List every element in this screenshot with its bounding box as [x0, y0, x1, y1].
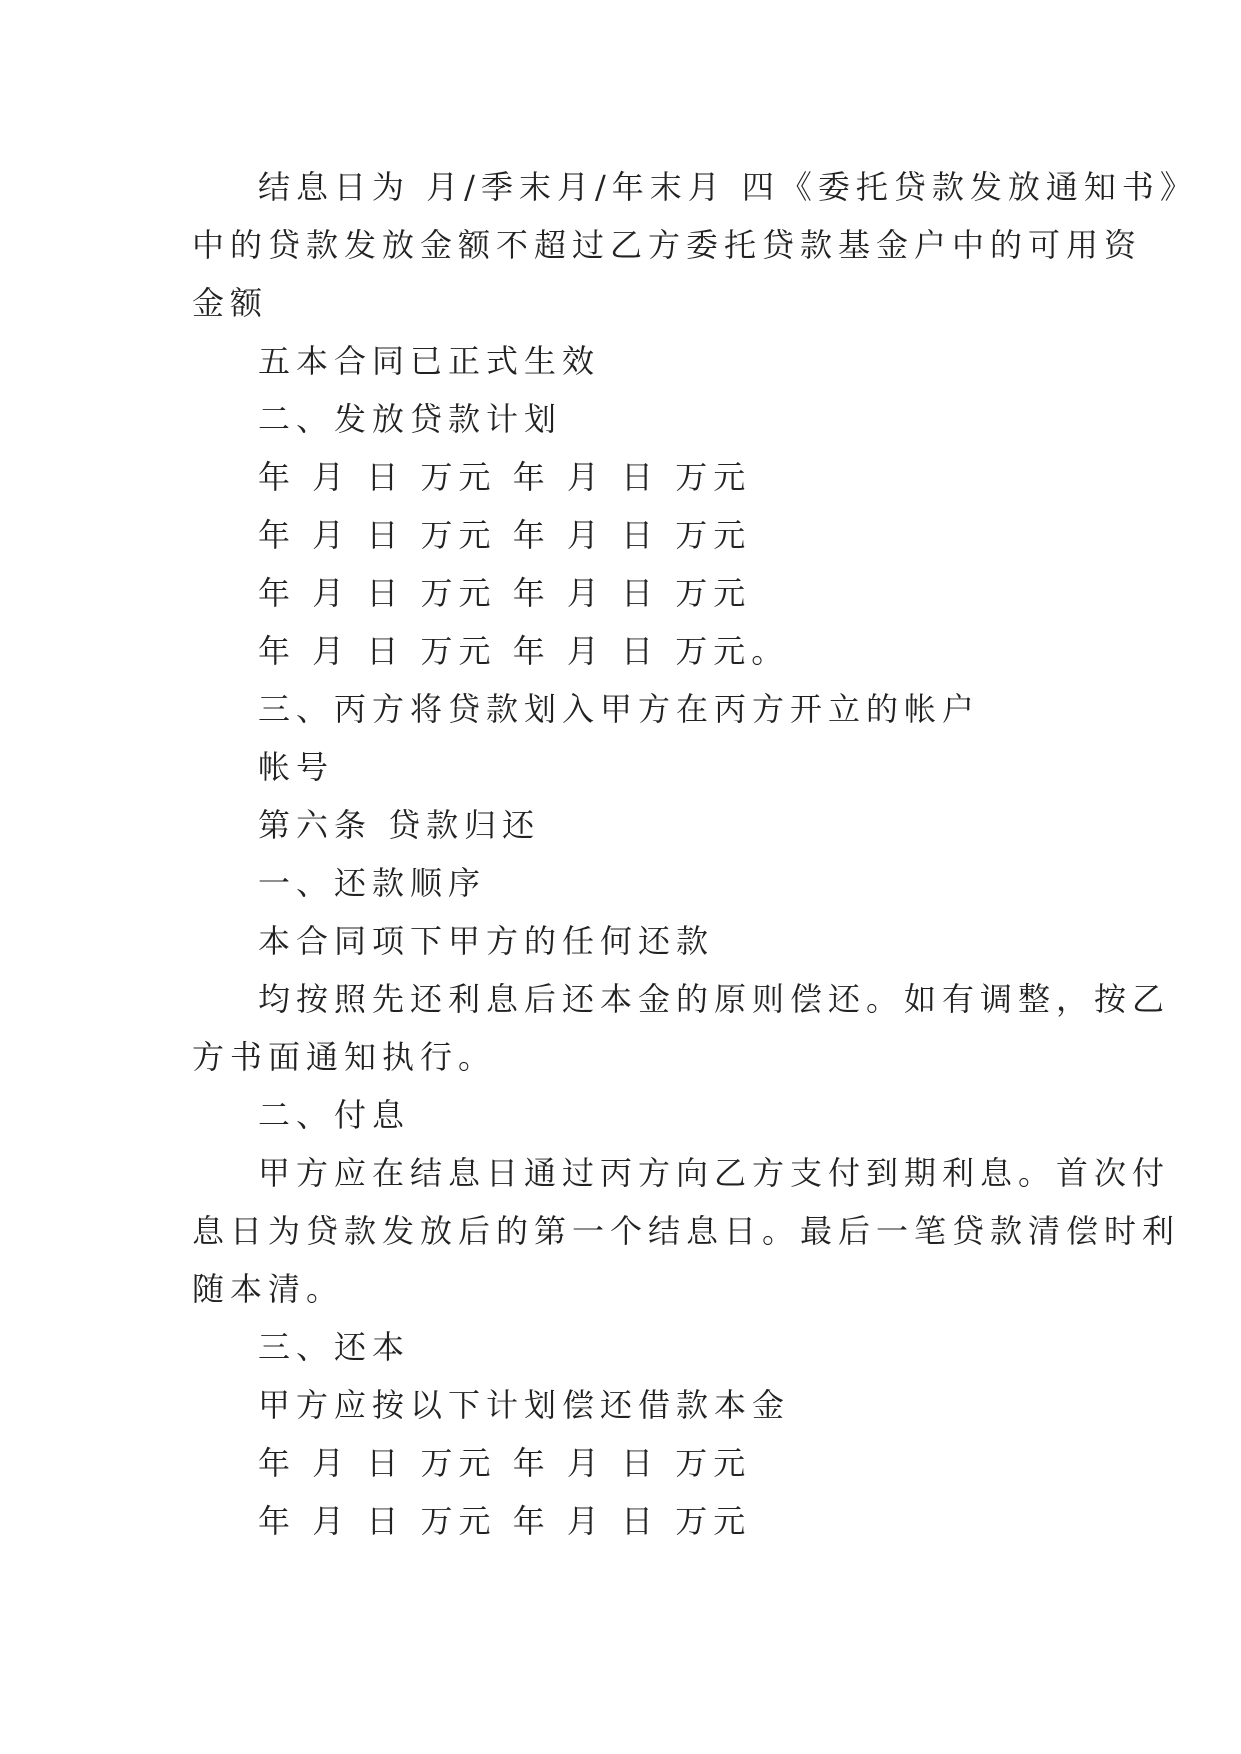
account-number-label: 帐号 — [258, 748, 335, 786]
section-heading: 三、还本 — [258, 1328, 411, 1366]
section-heading: 二、发放贷款计划 — [258, 400, 563, 438]
schedule-row: 年 月 日 万元 年 月 日 万元 — [258, 574, 752, 612]
text-line: 息日为贷款发放后的第一个结息日。最后一笔贷款清偿时利 — [192, 1212, 1181, 1250]
section-heading: 二、付息 — [258, 1096, 411, 1134]
schedule-row: 年 月 日 万元 年 月 日 万元 — [258, 516, 752, 554]
schedule-row: 年 月 日 万元 年 月 日 万元。 — [258, 632, 790, 670]
section-heading: 一、还款顺序 — [258, 864, 487, 902]
schedule-row: 年 月 日 万元 年 月 日 万元 — [258, 1502, 752, 1540]
article-heading: 第六条 贷款归还 — [258, 806, 541, 844]
text-line: 本合同项下甲方的任何还款 — [258, 922, 715, 960]
schedule-row: 年 月 日 万元 年 月 日 万元 — [258, 1444, 752, 1482]
text-line: 甲方应在结息日通过丙方向乙方支付到期利息。首次付 — [258, 1154, 1171, 1192]
text-line: 方书面通知执行。 — [192, 1038, 497, 1076]
section-heading: 三、丙方将贷款划入甲方在丙方开立的帐户 — [258, 690, 981, 728]
text-line: 甲方应按以下计划偿还借款本金 — [258, 1386, 791, 1424]
text-line: 中的贷款发放金额不超过乙方委托贷款基金户中的可用资 — [192, 226, 1143, 264]
text-line: 五本合同已正式生效 — [258, 342, 601, 380]
text-line: 均按照先还利息后还本金的原则偿还。如有调整，按乙 — [258, 980, 1171, 1018]
text-line: 结息日为 月/季末月/年末月 四《委托贷款发放通知书》 — [258, 168, 1198, 206]
schedule-row: 年 月 日 万元 年 月 日 万元 — [258, 458, 752, 496]
document-body — [192, 158, 1198, 1550]
text-line: 随本清。 — [192, 1270, 345, 1308]
text-line: 金额 — [192, 284, 269, 322]
